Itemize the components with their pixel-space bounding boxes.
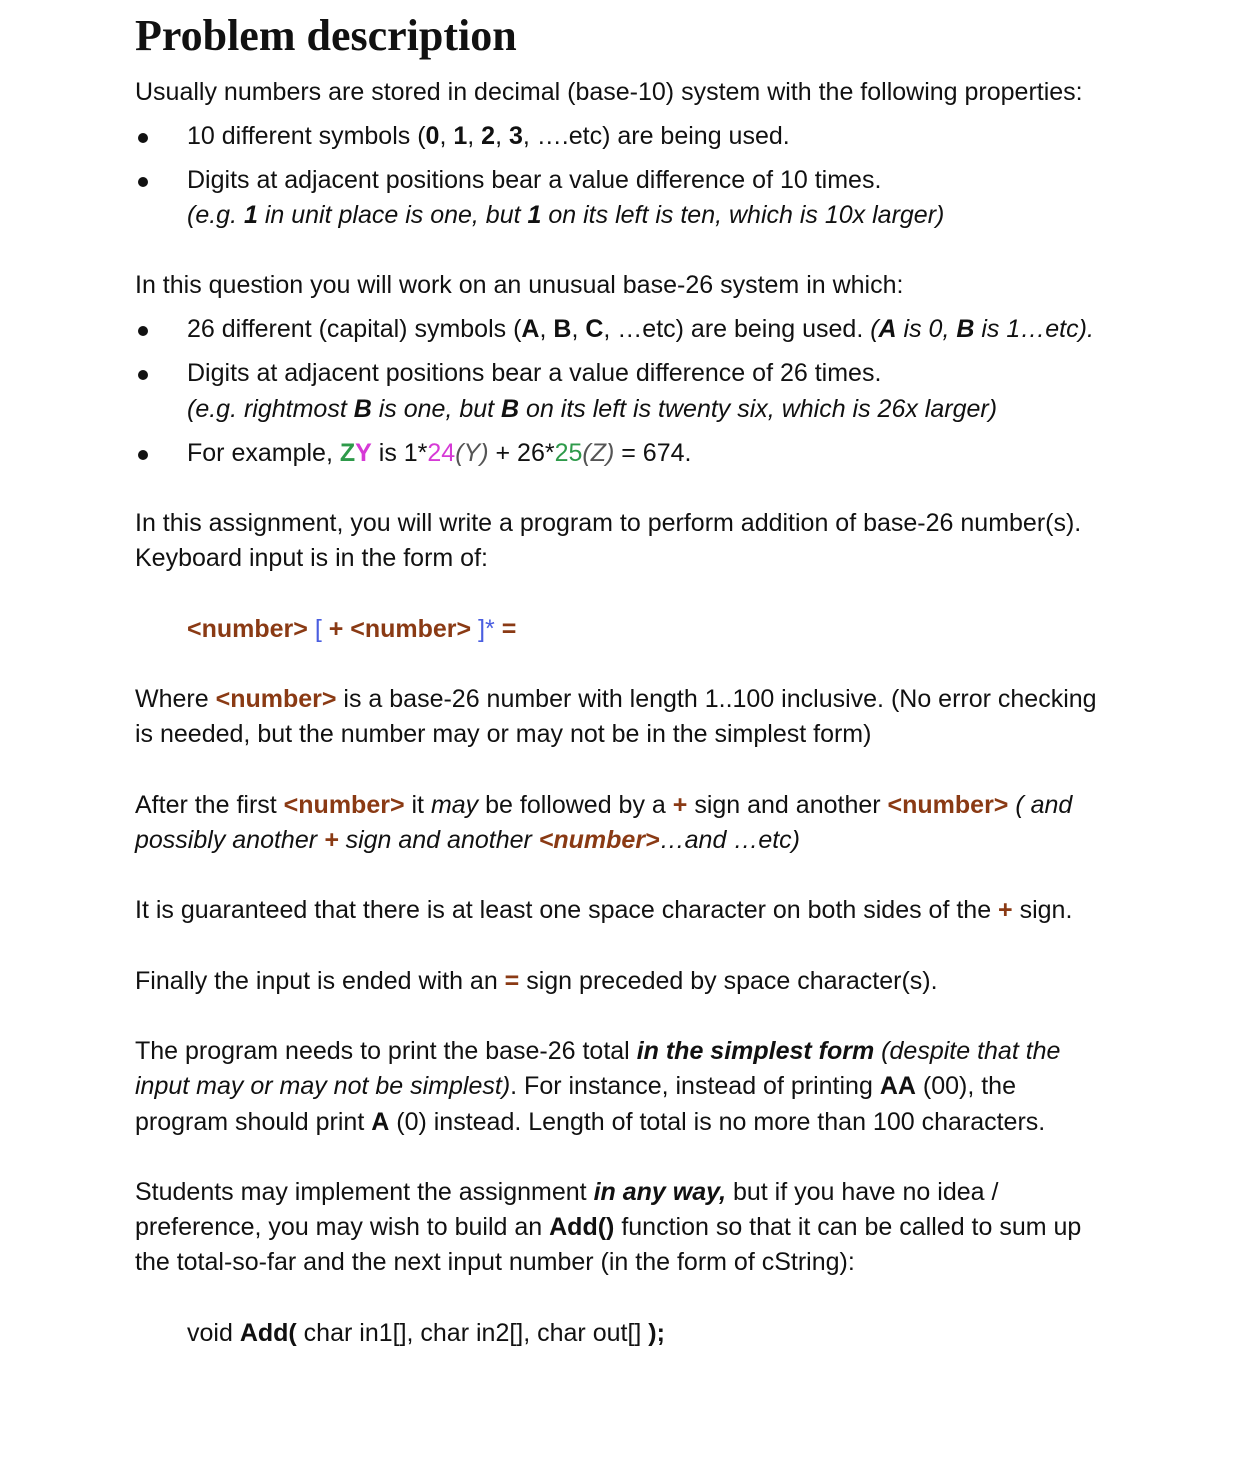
base26-bullet-2-example: (e.g. rightmost B is one, but B on its left is twenty six, which is 26x larger) [187,395,998,423]
print-line-2: input may or may not be simplest). For instance, instead of printing AA (00), the [135,1072,1016,1100]
bullet-dot [138,133,148,143]
intro-bullet-2-example: (e.g. 1 in unit place is one, but 1 on its left is ten, which is 10x larger) [187,201,945,229]
students-line-3: the total-so-far and the next input number (in the form of cString): [135,1248,855,1276]
after-line-1: After the first <number> it may be followed by a + sign and another <number> ( and [135,791,1073,819]
where-line-2: is needed, but the number may or may not be in the simplest form) [135,720,872,748]
guarantee-line: It is guaranteed that there is at least one space character on both sides of the + sign. [135,896,1073,924]
print-line-1: The program needs to print the base-26 total in the simplest form (despite that the [135,1037,1061,1065]
page-title: Problem description [135,11,517,60]
assignment-line-2: Keyboard input is in the form of: [135,544,488,572]
intro-line: Usually numbers are stored in decimal (base-10) system with the following properties: [135,78,1083,106]
base26-line: In this question you will work on an unusual base-26 system in which: [135,271,904,299]
assignment-line-1: In this assignment, you will write a program to perform addition of base-26 number(s). [135,509,1082,537]
bullet-dot [138,326,148,336]
students-line-1: Students may implement the assignment in any way, but if you have no idea / [135,1178,999,1206]
bullet-text: Digits at adjacent positions bear a value difference of 26 times. [187,359,882,387]
bullet-text: Digits at adjacent positions bear a value difference of 10 times. [187,166,882,194]
function-signature: void Add( char in1[], char in2[], char out[] ); [187,1319,665,1347]
bullet-dot [138,450,148,460]
finally-line: Finally the input is ended with an = sign preceded by space character(s). [135,967,938,995]
print-line-3: program should print A (0) instead. Length of total is no more than 100 characters. [135,1108,1046,1136]
bullet-text: 26 different (capital) symbols (A, B, C, …etc) are being used. (A is 0, B is 1…etc). [187,315,1094,343]
students-line-2: preference, you may wish to build an Add() function so that it can be called to sum up [135,1213,1082,1241]
bullet-text: For example, ZY is 1*24(Y) + 26*25(Z) = 674. [187,439,692,467]
where-line-1: Where <number> is a base-26 number with length 1..100 inclusive. (No error checking [135,685,1097,713]
bullet-dot [138,177,148,187]
input-syntax: <number> [ + <number> ]* = [187,615,517,643]
bullet-text: 10 different symbols (0, 1, 2, 3, ….etc) are being used. [187,122,790,150]
after-line-2: possibly another + sign and another <number>…and …etc) [135,826,800,854]
bullet-dot [138,370,148,380]
